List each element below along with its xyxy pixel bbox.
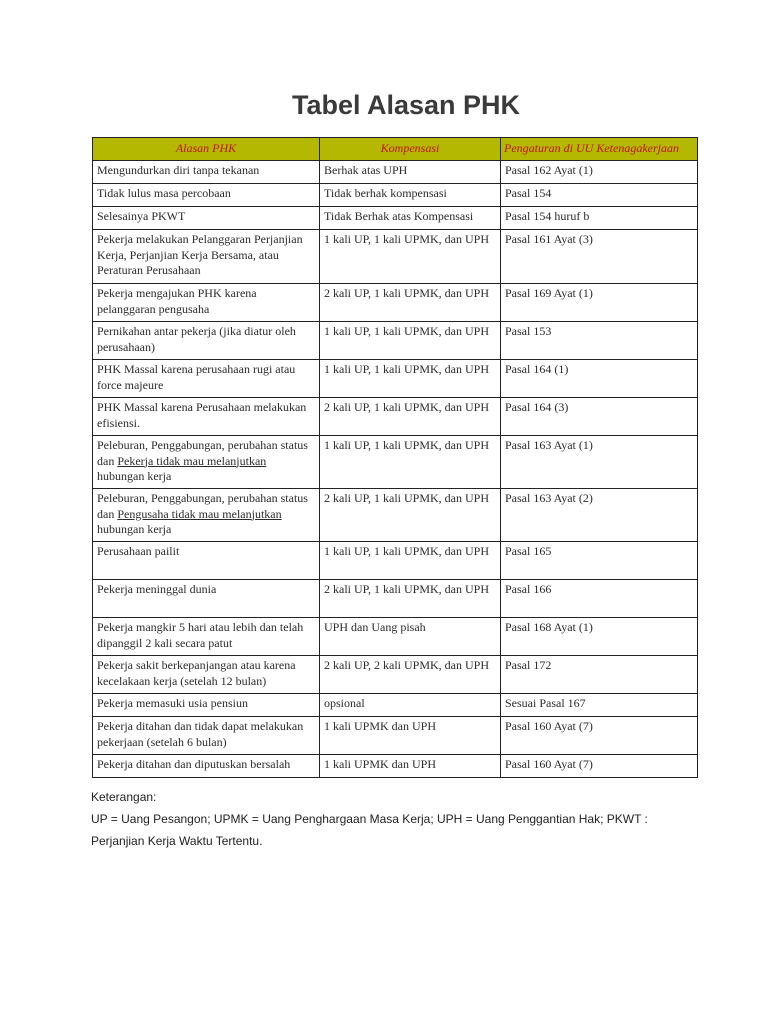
table-row	[93, 230, 698, 284]
cell-alasan: Tidak lulus masa percobaan	[93, 184, 320, 207]
header-kompensasi: Kompensasi	[320, 138, 501, 161]
cell-kompensasi: UPH dan Uang pisah	[320, 618, 501, 656]
notes-line-2: Perjanjian Kerja Waktu Tertentu.	[91, 834, 263, 848]
cell-pengaturan: Pasal 160 Ayat (7)	[501, 717, 698, 755]
table-row	[93, 360, 698, 398]
table-row	[93, 694, 698, 717]
cell-kompensasi: opsional	[320, 694, 501, 717]
cell-kompensasi: 2 kali UP, 1 kali UPMK, dan UPH	[320, 284, 501, 322]
cell-pengaturan: Pasal 164 (3)	[501, 398, 698, 436]
cell-alasan: Mengundurkan diri tanpa tekanan	[93, 161, 320, 184]
page-title: Tabel Alasan PHK	[291, 90, 521, 120]
table-row	[93, 618, 698, 656]
cell-pengaturan: Pasal 163 Ayat (1)	[501, 436, 698, 489]
cell-pengaturan: Pasal 172	[501, 656, 698, 694]
cell-alasan: Pekerja ditahan dan tidak dapat melakukan pekerjaan (setelah 6 bulan)	[93, 717, 320, 755]
cell-alasan: Pekerja ditahan dan diputuskan bersalah	[93, 755, 320, 778]
table-row	[93, 161, 698, 184]
table-row	[93, 436, 698, 489]
cell-text: Peleburan, Penggabungan, perubahan status dan	[97, 491, 308, 521]
cell-kompensasi: 2 kali UP, 1 kali UPMK, dan UPH	[320, 489, 501, 542]
cell-pengaturan: Pasal 165	[501, 542, 698, 580]
table-header-row	[93, 138, 698, 161]
cell-kompensasi: Tidak Berhak atas Kompensasi	[320, 207, 501, 230]
cell-pengaturan: Pasal 169 Ayat (1)	[501, 284, 698, 322]
cell-kompensasi: 1 kali UP, 1 kali UPMK, dan UPH	[320, 322, 501, 360]
notes-heading: Keterangan:	[91, 790, 157, 804]
legend-notes	[91, 790, 691, 856]
notes-line-1: UP = Uang Pesangon; UPMK = Uang Penghargaan Masa Kerja; UPH = Uang Penggantian Hak; PKWT :	[91, 812, 648, 826]
cell-pengaturan: Pasal 162 Ayat (1)	[501, 161, 698, 184]
cell-kompensasi: 1 kali UP, 1 kali UPMK, dan UPH	[320, 360, 501, 398]
cell-alasan: PHK Massal karena Perusahaan melakukan efisiensi.	[93, 398, 320, 436]
table-row	[93, 489, 698, 542]
cell-kompensasi: 1 kali UPMK dan UPH	[320, 717, 501, 755]
cell-kompensasi: 1 kali UP, 1 kali UPMK, dan UPH	[320, 230, 501, 284]
table-row	[93, 755, 698, 778]
cell-kompensasi: 2 kali UP, 1 kali UPMK, dan UPH	[320, 580, 501, 618]
cell-alasan: Pekerja mangkir 5 hari atau lebih dan telah dipanggil 2 kali secara patut	[93, 618, 320, 656]
table-row	[93, 717, 698, 755]
table-row	[93, 398, 698, 436]
cell-pengaturan: Pasal 164 (1)	[501, 360, 698, 398]
cell-kompensasi: 1 kali UP, 1 kali UPMK, dan UPH	[320, 542, 501, 580]
cell-pengaturan: Pasal 166	[501, 580, 698, 618]
cell-alasan: Pekerja melakukan Pelanggaran Perjanjian Kerja, Perjanjian Kerja Bersama, atau Peraturan Perusahaan	[93, 230, 320, 284]
cell-pengaturan: Sesuai Pasal 167	[501, 694, 698, 717]
cell-alasan: Pekerja memasuki usia pensiun	[93, 694, 320, 717]
cell-alasan	[93, 489, 320, 542]
cell-pengaturan: Pasal 168 Ayat (1)	[501, 618, 698, 656]
cell-pengaturan: Pasal 154 huruf b	[501, 207, 698, 230]
phk-table	[92, 137, 698, 778]
cell-alasan: Pekerja meninggal dunia	[93, 580, 320, 618]
header-pengaturan: Pengaturan di UU Ketenagakerjaan	[501, 138, 698, 161]
cell-text: hubungan kerja	[97, 522, 172, 536]
cell-alasan: Pernikahan antar pekerja (jika diatur oleh perusahaan)	[93, 322, 320, 360]
underlined-text: Pekerja tidak mau melanjutkan	[117, 453, 267, 468]
cell-text: hubungan kerja	[97, 469, 172, 483]
table-row	[93, 322, 698, 360]
underlined-text: Pengusaha tidak mau melanjutkan	[117, 506, 282, 521]
header-alasan: Alasan PHK	[93, 138, 320, 161]
cell-alasan: Pekerja mengajukan PHK karena pelanggaran pengusaha	[93, 284, 320, 322]
cell-alasan: Selesainya PKWT	[93, 207, 320, 230]
cell-kompensasi: 2 kali UP, 1 kali UPMK, dan UPH	[320, 398, 501, 436]
table-row	[93, 656, 698, 694]
table-body	[93, 161, 698, 778]
table-row	[93, 542, 698, 580]
cell-alasan: Perusahaan pailit	[93, 542, 320, 580]
cell-pengaturan: Pasal 160 Ayat (7)	[501, 755, 698, 778]
table-row	[93, 580, 698, 618]
cell-kompensasi: 1 kali UPMK dan UPH	[320, 755, 501, 778]
cell-pengaturan: Pasal 161 Ayat (3)	[501, 230, 698, 284]
table-row	[93, 284, 698, 322]
cell-kompensasi: 2 kali UP, 2 kali UPMK, dan UPH	[320, 656, 501, 694]
cell-alasan	[93, 436, 320, 489]
cell-kompensasi: Tidak berhak kompensasi	[320, 184, 501, 207]
cell-pengaturan: Pasal 154	[501, 184, 698, 207]
cell-kompensasi: 1 kali UP, 1 kali UPMK, dan UPH	[320, 436, 501, 489]
cell-pengaturan: Pasal 163 Ayat (2)	[501, 489, 698, 542]
cell-alasan: Pekerja sakit berkepanjangan atau karena kecelakaan kerja (setelah 12 bulan)	[93, 656, 320, 694]
cell-alasan: PHK Massal karena perusahaan rugi atau force majeure	[93, 360, 320, 398]
cell-text: Peleburan, Penggabungan, perubahan status dan	[97, 438, 308, 468]
table-row	[93, 207, 698, 230]
cell-pengaturan: Pasal 153	[501, 322, 698, 360]
cell-kompensasi: Berhak atas UPH	[320, 161, 501, 184]
table-row	[93, 184, 698, 207]
